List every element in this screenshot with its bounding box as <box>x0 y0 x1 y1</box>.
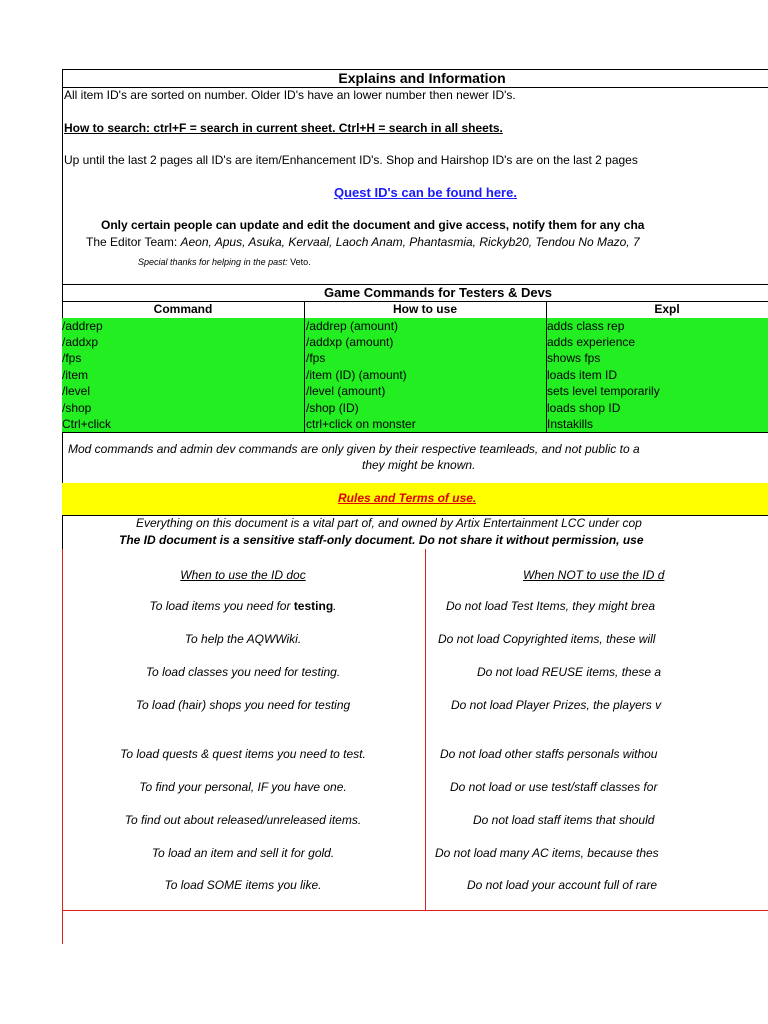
header-how-to-use: How to use <box>392 302 457 316</box>
expl-item: loads item ID <box>547 368 618 382</box>
when-not-item-8: Do not load many AC items, because thes <box>435 846 659 860</box>
when-not-item-4: Do not load Player Prizes, the players v <box>451 698 662 712</box>
when-not-header-text: When NOT to use the ID d <box>523 568 665 582</box>
when-item-7: To find out about released/unreleased items. <box>124 813 362 827</box>
special-thanks-names: Veto. <box>290 257 311 267</box>
when-not-item-1: Do not load Test Items, they might brea <box>446 599 655 613</box>
cmd-addxp: /addxp <box>62 335 99 349</box>
expl-level: sets level temporarily <box>547 384 660 398</box>
rules-line1: Everything on this document is a vital part of, and owned by Artix Entertainment LCC under cop <box>136 516 642 530</box>
when-item-5: To load quests & quest items you need to test. <box>120 747 366 761</box>
col-divider-1b <box>304 318 305 432</box>
when-not-item-5: Do not load other staffs personals withou <box>440 747 658 761</box>
expl-fps: shows fps <box>547 351 601 365</box>
cmd-ctrl-click: Ctrl+click <box>62 417 112 431</box>
when-item-4: To load (hair) shops you need for testing <box>135 698 351 712</box>
use-ctrl-click: ctrl+click on monster <box>306 417 416 431</box>
when-header <box>62 566 424 584</box>
mod-note-line1: Mod commands and admin dev commands are only given by their respective teamleads, and not public to a <box>68 442 640 456</box>
cmd-level: /level <box>62 384 91 398</box>
when-item-2: To help the AQWWiki. <box>184 632 302 646</box>
cmd-addrep: /addrep <box>62 319 103 333</box>
editor-team <box>86 235 668 249</box>
how-to-search: How to search: ctrl+F = search in current sheet. Ctrl+H = search in all sheets. <box>64 121 503 135</box>
when-item-1 <box>62 599 424 613</box>
when-not-item-7: Do not load staff items that should <box>473 813 655 827</box>
when-item-6: To find your personal, IF you have one. <box>139 780 347 794</box>
editor-team-names: Aeon, Apus, Asuka, Kervaal, Laoch Anam, Phantasmia, Rickyb20, Tendou No Mazo, 7 <box>180 235 640 249</box>
special-thanks-label: Special thanks for helping in the past: <box>138 257 291 267</box>
explain-title: Explains and Information <box>338 70 506 86</box>
mod-note-line2: they might be known. <box>362 458 476 472</box>
testing-bold: testing <box>293 599 334 613</box>
when-not-item-2: Do not load Copyrighted items, these will <box>438 632 656 646</box>
rules-column-divider <box>425 549 426 911</box>
when-item-8: To load an item and sell it for gold. <box>151 846 335 860</box>
when-item-9: To load SOME items you like. <box>164 878 322 892</box>
use-addxp: /addxp (amount) <box>306 335 394 349</box>
rules-bottom-red <box>62 910 768 911</box>
commands-bottom-border <box>62 432 768 433</box>
cmd-shop: /shop <box>62 401 92 415</box>
when-not-item-9: Do not load your account full of rare <box>467 878 658 892</box>
use-fps: /fps <box>306 351 326 365</box>
expl-ctrl-click: Instakills <box>547 417 594 431</box>
when-header-text: When to use the ID doc <box>180 568 306 582</box>
expl-addrep: adds class rep <box>547 319 625 333</box>
use-shop: /shop (ID) <box>306 401 359 415</box>
commands-title: Game Commands for Testers & Devs <box>323 285 553 300</box>
rules-title-link[interactable]: Rules and Terms of use. <box>338 491 477 505</box>
only-certain-note: Only certain people can update and edit the document and give access, notify them for any cha <box>101 218 645 232</box>
use-addrep: /addrep (amount) <box>306 319 399 333</box>
cmd-fps: /fps <box>62 351 82 365</box>
testing-period: . <box>333 599 337 613</box>
header-explanation: Expl <box>654 302 680 316</box>
when-item-1-text: To load items you need for <box>149 599 294 613</box>
header-command: Command <box>153 302 213 316</box>
editor-team-label: The Editor Team: <box>86 235 181 249</box>
use-level: /level (amount) <box>306 384 386 398</box>
special-thanks <box>138 257 311 267</box>
sorted-note: All item ID's are sorted on number. Older ID's have an lower number then newer ID's. <box>64 88 516 102</box>
when-not-item-6: Do not load or use test/staff classes for <box>450 780 658 794</box>
cmd-item: /item <box>62 368 89 382</box>
quest-ids-link[interactable]: Quest ID's can be found here. <box>334 185 517 200</box>
when-not-item-3: Do not load REUSE items, these a <box>477 665 662 679</box>
when-item-3: To load classes you need for testing. <box>145 665 341 679</box>
pages-note: Up until the last 2 pages all ID's are item/Enhancement ID's. Shop and Hairshop ID's are on the last 2 pages <box>64 153 638 167</box>
expl-addxp: adds experience <box>547 335 636 349</box>
use-item: /item (ID) (amount) <box>306 368 407 382</box>
when-not-header <box>426 566 768 584</box>
rules-line2: The ID document is a sensitive staff-only document. Do not share it without permission, use <box>119 533 644 547</box>
expl-shop: loads shop ID <box>547 401 621 415</box>
